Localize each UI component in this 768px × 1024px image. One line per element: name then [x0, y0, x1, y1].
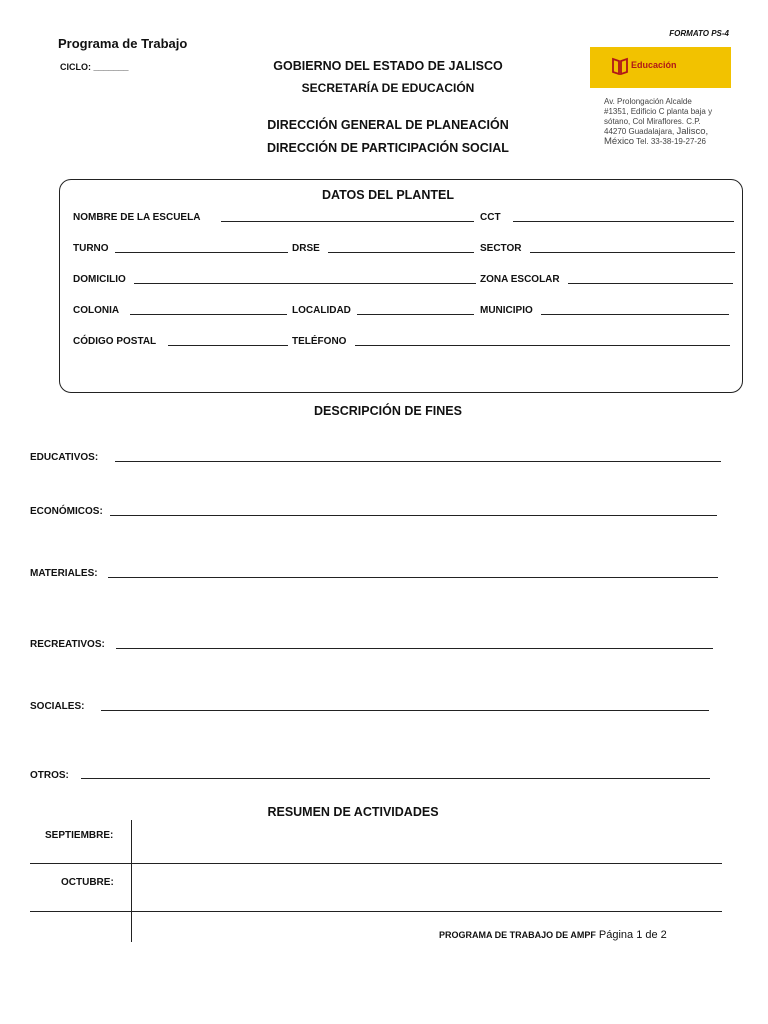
septiembre-label: SEPTIEMBRE:: [45, 830, 114, 841]
codigo-postal-field[interactable]: [168, 345, 288, 346]
recreativos-label: RECREATIVOS:: [30, 639, 105, 650]
header-secretaria: SECRETARÍA DE EDUCACIÓN: [301, 81, 475, 95]
fines-title: DESCRIPCIÓN DE FINES: [314, 404, 462, 418]
cct-field[interactable]: [513, 221, 734, 222]
octubre-field[interactable]: [134, 866, 722, 910]
turno-label: TURNO: [73, 243, 109, 254]
economicos-label: ECONÓMICOS:: [30, 506, 103, 517]
materiales-label: MATERIALES:: [30, 568, 98, 579]
address-line: sótano, Col Miraflores. C.P.: [604, 117, 701, 126]
sector-label: SECTOR: [480, 243, 522, 254]
turno-field[interactable]: [115, 252, 288, 253]
codigo-postal-label: CÓDIGO POSTAL: [73, 336, 157, 347]
plantel-title: DATOS DEL PLANTEL: [322, 188, 454, 202]
domicilio-label: DOMICILIO: [73, 274, 126, 285]
resumen-row-line: [30, 863, 722, 864]
address-block: [604, 97, 732, 147]
logo-text: Educación: [631, 60, 677, 70]
book-icon: [612, 57, 628, 75]
header-government: GOBIERNO DEL ESTADO DE JALISCO: [273, 59, 503, 73]
address-line: Av. Prolongación Alcalde: [604, 97, 692, 106]
header-direccion-planeacion: DIRECCIÓN GENERAL DE PLANEACIÓN: [267, 118, 509, 132]
municipio-field[interactable]: [541, 314, 729, 315]
sociales-label: SOCIALES:: [30, 701, 85, 712]
domicilio-field[interactable]: [134, 283, 476, 284]
resumen-row-line: [30, 911, 722, 912]
localidad-label: LOCALIDAD: [292, 305, 351, 316]
education-logo: [590, 47, 731, 88]
footer-program: PROGRAMA DE TRABAJO DE AMPF: [439, 930, 596, 940]
page-footer: [439, 929, 667, 941]
octubre-label: OCTUBRE:: [61, 877, 114, 888]
address-line: #1351, Edificio C planta baja y: [604, 107, 713, 116]
telefono-label: TELÉFONO: [292, 336, 347, 347]
otros-label: OTROS:: [30, 770, 69, 781]
sociales-field[interactable]: [101, 710, 709, 711]
resumen-divider: [131, 820, 132, 942]
resumen-title: RESUMEN DE ACTIVIDADES: [267, 805, 439, 819]
municipio-label: MUNICIPIO: [480, 305, 533, 316]
zona-escolar-field[interactable]: [568, 283, 733, 284]
nombre-escuela-field[interactable]: [221, 221, 474, 222]
localidad-field[interactable]: [357, 314, 474, 315]
drse-label: DRSE: [292, 243, 320, 254]
header-direccion-participacion: DIRECCIÓN DE PARTICIPACIÓN SOCIAL: [267, 141, 509, 155]
footer-page-number: Página 1 de 2: [598, 929, 667, 941]
cct-label: CCT: [480, 212, 501, 223]
economicos-field[interactable]: [110, 515, 717, 516]
zona-escolar-label: ZONA ESCOLAR: [480, 274, 560, 285]
septiembre-field[interactable]: [134, 822, 722, 862]
program-title: Programa de Trabajo: [58, 36, 188, 51]
colonia-field[interactable]: [130, 314, 287, 315]
format-code: FORMATO PS-4: [669, 29, 729, 38]
educativos-label: EDUCATIVOS:: [30, 452, 99, 463]
educativos-field[interactable]: [115, 461, 721, 462]
materiales-field[interactable]: [108, 577, 718, 578]
telefono-field[interactable]: [355, 345, 730, 346]
colonia-label: COLONIA: [73, 305, 120, 316]
recreativos-field[interactable]: [116, 648, 713, 649]
sector-field[interactable]: [530, 252, 735, 253]
address-line: 44270 Guadalajara, Jalisco,: [604, 126, 709, 137]
nombre-escuela-label: NOMBRE DE LA ESCUELA: [73, 212, 201, 223]
drse-field[interactable]: [328, 252, 474, 253]
ciclo-field[interactable]: CICLO: _______: [60, 62, 129, 72]
otros-field[interactable]: [81, 778, 710, 779]
address-line: México Tel. 33-38-19-27-26: [604, 136, 706, 147]
